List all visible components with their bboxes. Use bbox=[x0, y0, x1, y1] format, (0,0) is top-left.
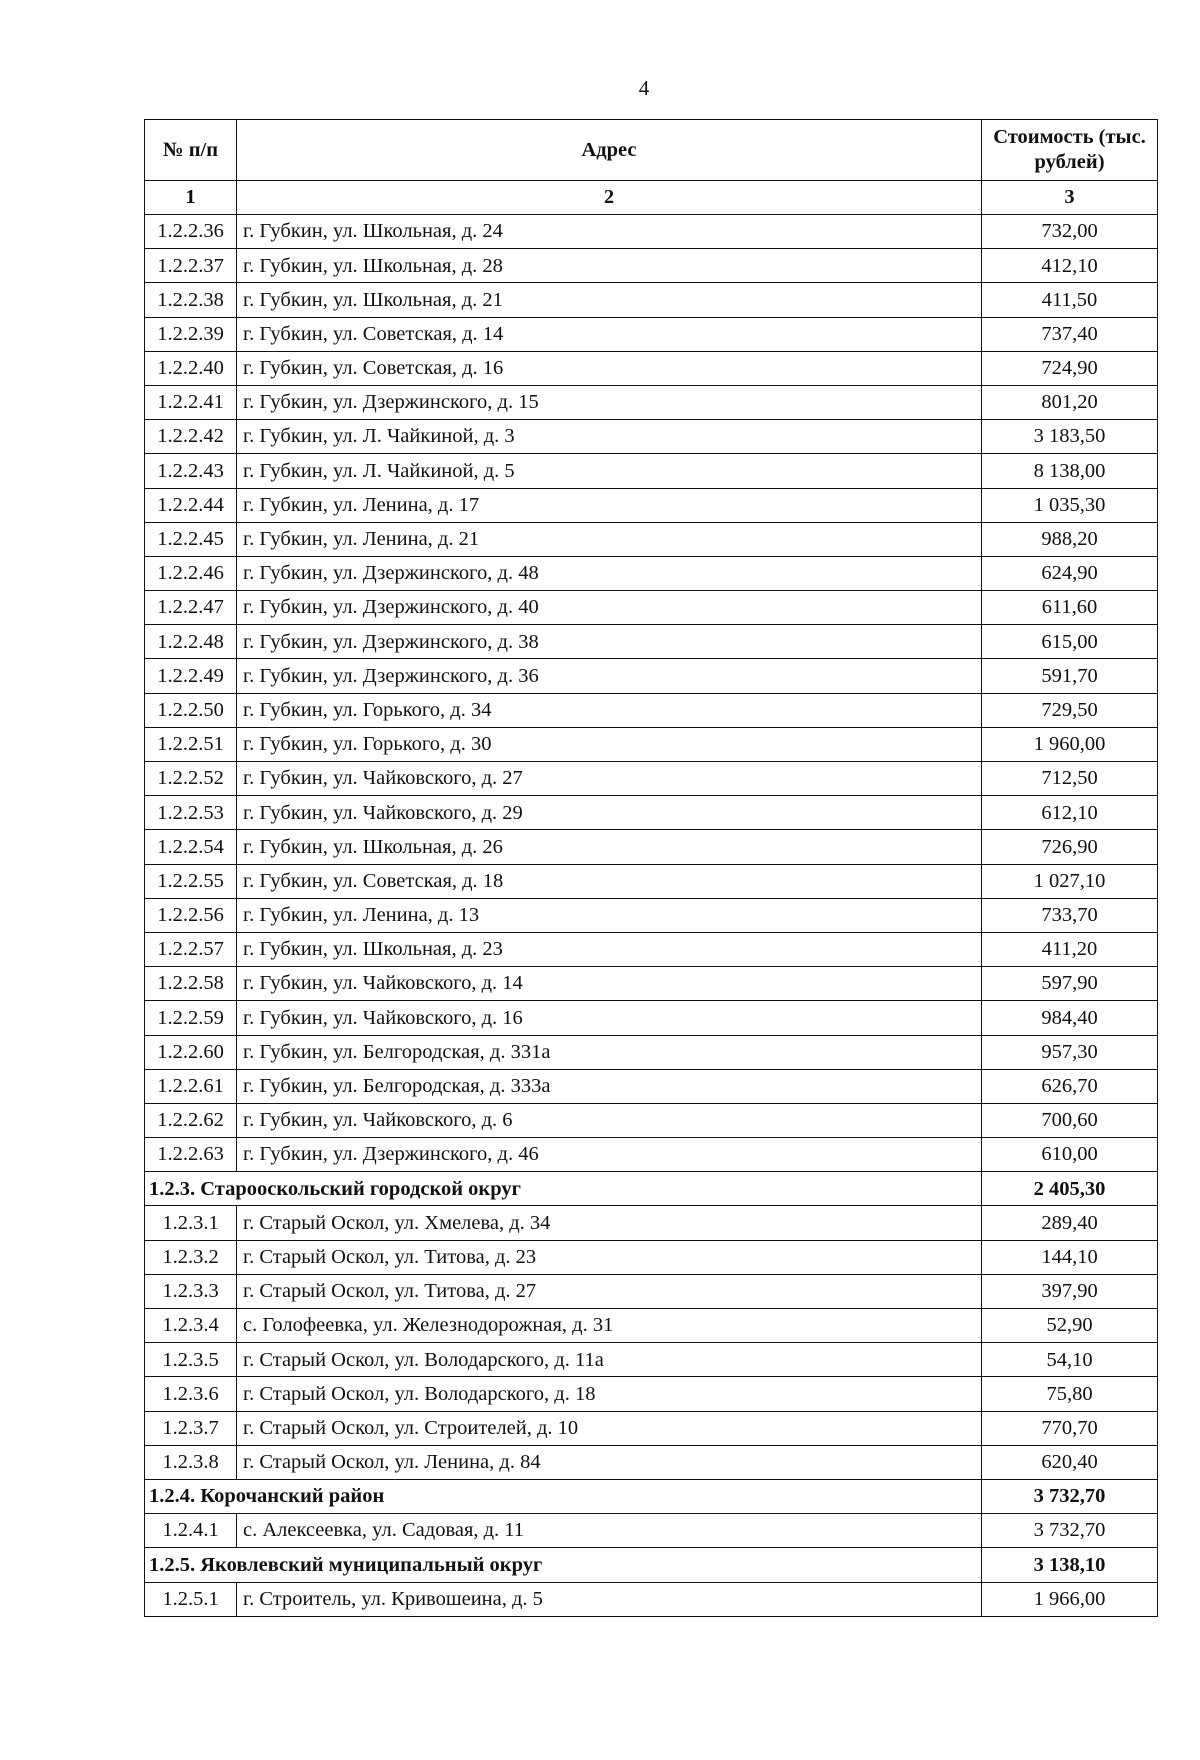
row-number: 1.2.2.51 bbox=[145, 727, 237, 761]
table-row bbox=[145, 830, 1158, 864]
header-address bbox=[237, 120, 982, 181]
row-number: 1.2.3.7 bbox=[145, 1411, 237, 1445]
section-row bbox=[145, 1479, 1158, 1513]
row-cost: 144,10 bbox=[982, 1240, 1158, 1274]
row-address: г. Губкин, ул. Горького, д. 30 bbox=[237, 727, 982, 761]
table-row bbox=[145, 796, 1158, 830]
row-address: г. Губкин, ул. Школьная, д. 23 bbox=[237, 932, 982, 966]
row-address: г. Губкин, ул. Чайковского, д. 29 bbox=[237, 796, 982, 830]
row-address: с. Голофеевка, ул. Железнодорожная, д. 31 bbox=[237, 1309, 982, 1343]
header-num bbox=[145, 120, 237, 181]
row-number: 1.2.2.47 bbox=[145, 591, 237, 625]
row-number: 1.2.2.39 bbox=[145, 317, 237, 351]
row-number: 1.2.3.2 bbox=[145, 1240, 237, 1274]
page-number: 4 bbox=[638, 76, 650, 100]
table-row bbox=[145, 967, 1158, 1001]
row-address: г. Старый Оскол, ул. Титова, д. 23 bbox=[237, 1240, 982, 1274]
row-cost: 1 960,00 bbox=[982, 727, 1158, 761]
row-number: 1.2.3.4 bbox=[145, 1309, 237, 1343]
row-cost: 412,10 bbox=[982, 249, 1158, 283]
table-row bbox=[145, 454, 1158, 488]
row-address: г. Старый Оскол, ул. Володарского, д. 11а bbox=[237, 1343, 982, 1377]
row-address: г. Губкин, ул. Школьная, д. 28 bbox=[237, 249, 982, 283]
row-cost: 726,90 bbox=[982, 830, 1158, 864]
table-row bbox=[145, 1411, 1158, 1445]
row-address: г. Губкин, ул. Белгородская, д. 331а bbox=[237, 1035, 982, 1069]
row-number: 1.2.2.43 bbox=[145, 454, 237, 488]
table-row bbox=[145, 556, 1158, 590]
row-number: 1.2.2.52 bbox=[145, 762, 237, 796]
row-number: 1.2.2.62 bbox=[145, 1103, 237, 1137]
row-cost: 733,70 bbox=[982, 898, 1158, 932]
table-row bbox=[145, 1103, 1158, 1137]
row-cost: 8 138,00 bbox=[982, 454, 1158, 488]
header-cost bbox=[982, 120, 1158, 181]
row-address: г. Губкин, ул. Школьная, д. 21 bbox=[237, 283, 982, 317]
row-number: 1.2.3.6 bbox=[145, 1377, 237, 1411]
row-address: г. Губкин, ул. Л. Чайкиной, д. 3 bbox=[237, 420, 982, 454]
row-address: г. Губкин, ул. Советская, д. 18 bbox=[237, 864, 982, 898]
section-cost: 3 138,10 bbox=[982, 1548, 1158, 1582]
row-cost: 591,70 bbox=[982, 659, 1158, 693]
row-address: г. Старый Оскол, ул. Хмелева, д. 34 bbox=[237, 1206, 982, 1240]
row-cost: 1 966,00 bbox=[982, 1582, 1158, 1616]
row-number: 1.2.2.48 bbox=[145, 625, 237, 659]
table-row bbox=[145, 591, 1158, 625]
column-number: 3 bbox=[982, 181, 1158, 215]
row-number: 1.2.2.50 bbox=[145, 693, 237, 727]
section-row bbox=[145, 1548, 1158, 1582]
row-cost: 724,90 bbox=[982, 351, 1158, 385]
row-address: г. Губкин, ул. Школьная, д. 24 bbox=[237, 215, 982, 249]
row-address: г. Губкин, ул. Горького, д. 34 bbox=[237, 693, 982, 727]
row-cost: 1 027,10 bbox=[982, 864, 1158, 898]
table-row bbox=[145, 1240, 1158, 1274]
row-address: г. Губкин, ул. Дзержинского, д. 46 bbox=[237, 1138, 982, 1172]
row-cost: 612,10 bbox=[982, 796, 1158, 830]
table-row bbox=[145, 1582, 1158, 1616]
table-row bbox=[145, 249, 1158, 283]
row-cost: 957,30 bbox=[982, 1035, 1158, 1069]
row-number: 1.2.3.5 bbox=[145, 1343, 237, 1377]
row-number: 1.2.2.58 bbox=[145, 967, 237, 1001]
table-body bbox=[145, 215, 1158, 1617]
row-address: г. Губкин, ул. Ленина, д. 13 bbox=[237, 898, 982, 932]
row-address: г. Губкин, ул. Советская, д. 16 bbox=[237, 351, 982, 385]
row-number: 1.2.2.55 bbox=[145, 864, 237, 898]
row-address: г. Губкин, ул. Дзержинского, д. 38 bbox=[237, 625, 982, 659]
row-number: 1.2.2.53 bbox=[145, 796, 237, 830]
header-address-label: Адрес bbox=[581, 138, 637, 161]
table-row bbox=[145, 1514, 1158, 1548]
column-number-row bbox=[145, 181, 1158, 215]
row-address: г. Губкин, ул. Дзержинского, д. 48 bbox=[237, 556, 982, 590]
row-number: 1.2.2.59 bbox=[145, 1001, 237, 1035]
row-address: г. Губкин, ул. Дзержинского, д. 36 bbox=[237, 659, 982, 693]
section-row bbox=[145, 1172, 1158, 1206]
row-address: г. Старый Оскол, ул. Ленина, д. 84 bbox=[237, 1445, 982, 1479]
row-cost: 411,50 bbox=[982, 283, 1158, 317]
row-address: г. Старый Оскол, ул. Титова, д. 27 bbox=[237, 1274, 982, 1308]
cost-table bbox=[144, 119, 1158, 1617]
row-cost: 626,70 bbox=[982, 1069, 1158, 1103]
row-cost: 984,40 bbox=[982, 1001, 1158, 1035]
table-row bbox=[145, 625, 1158, 659]
table-row bbox=[145, 932, 1158, 966]
column-number: 2 bbox=[237, 181, 982, 215]
table-row bbox=[145, 522, 1158, 556]
row-number: 1.2.3.1 bbox=[145, 1206, 237, 1240]
table-row bbox=[145, 1309, 1158, 1343]
row-number: 1.2.2.38 bbox=[145, 283, 237, 317]
table-row bbox=[145, 385, 1158, 419]
table-row bbox=[145, 693, 1158, 727]
row-number: 1.2.2.61 bbox=[145, 1069, 237, 1103]
table-row bbox=[145, 488, 1158, 522]
row-cost: 615,00 bbox=[982, 625, 1158, 659]
row-number: 1.2.2.40 bbox=[145, 351, 237, 385]
table-row bbox=[145, 659, 1158, 693]
row-cost: 54,10 bbox=[982, 1343, 1158, 1377]
row-address: г. Губкин, ул. Школьная, д. 26 bbox=[237, 830, 982, 864]
table-header-row bbox=[145, 120, 1158, 181]
row-cost: 610,00 bbox=[982, 1138, 1158, 1172]
section-name: 1.2.4. Корочанский район bbox=[145, 1479, 982, 1513]
column-number: 1 bbox=[145, 181, 237, 215]
row-number: 1.2.3.3 bbox=[145, 1274, 237, 1308]
row-number: 1.2.2.41 bbox=[145, 385, 237, 419]
row-cost: 75,80 bbox=[982, 1377, 1158, 1411]
row-number: 1.2.2.45 bbox=[145, 522, 237, 556]
row-cost: 988,20 bbox=[982, 522, 1158, 556]
row-number: 1.2.3.8 bbox=[145, 1445, 237, 1479]
row-cost: 397,90 bbox=[982, 1274, 1158, 1308]
table-row bbox=[145, 283, 1158, 317]
row-cost: 411,20 bbox=[982, 932, 1158, 966]
row-number: 1.2.2.42 bbox=[145, 420, 237, 454]
table-row bbox=[145, 864, 1158, 898]
row-cost: 712,50 bbox=[982, 762, 1158, 796]
row-address: г. Губкин, ул. Чайковского, д. 27 bbox=[237, 762, 982, 796]
row-address: г. Губкин, ул. Советская, д. 14 bbox=[237, 317, 982, 351]
table-row bbox=[145, 351, 1158, 385]
row-cost: 737,40 bbox=[982, 317, 1158, 351]
table-row bbox=[145, 317, 1158, 351]
row-number: 1.2.2.36 bbox=[145, 215, 237, 249]
row-number: 1.2.2.54 bbox=[145, 830, 237, 864]
table-row bbox=[145, 727, 1158, 761]
row-cost: 1 035,30 bbox=[982, 488, 1158, 522]
row-number: 1.2.5.1 bbox=[145, 1582, 237, 1616]
table-row bbox=[145, 1001, 1158, 1035]
row-cost: 770,70 bbox=[982, 1411, 1158, 1445]
row-cost: 624,90 bbox=[982, 556, 1158, 590]
row-address: г. Губкин, ул. Л. Чайкиной, д. 5 bbox=[237, 454, 982, 488]
row-address: г. Старый Оскол, ул. Володарского, д. 18 bbox=[237, 1377, 982, 1411]
table-row bbox=[145, 1274, 1158, 1308]
table-row bbox=[145, 215, 1158, 249]
table-row bbox=[145, 1138, 1158, 1172]
row-address: г. Губкин, ул. Чайковского, д. 14 bbox=[237, 967, 982, 1001]
row-address: г. Старый Оскол, ул. Строителей, д. 10 bbox=[237, 1411, 982, 1445]
table-row bbox=[145, 1343, 1158, 1377]
table-row bbox=[145, 1206, 1158, 1240]
row-address: г. Губкин, ул. Дзержинского, д. 15 bbox=[237, 385, 982, 419]
header-cost-label: Стоимость (тыс. рублей) bbox=[993, 126, 1146, 173]
row-number: 1.2.2.37 bbox=[145, 249, 237, 283]
row-address: г. Губкин, ул. Ленина, д. 21 bbox=[237, 522, 982, 556]
row-number: 1.2.2.57 bbox=[145, 932, 237, 966]
row-address: г. Губкин, ул. Чайковского, д. 16 bbox=[237, 1001, 982, 1035]
table-row bbox=[145, 1445, 1158, 1479]
row-number: 1.2.4.1 bbox=[145, 1514, 237, 1548]
table-row bbox=[145, 1035, 1158, 1069]
row-address: с. Алексеевка, ул. Садовая, д. 11 bbox=[237, 1514, 982, 1548]
row-cost: 289,40 bbox=[982, 1206, 1158, 1240]
table-row bbox=[145, 898, 1158, 932]
row-cost: 729,50 bbox=[982, 693, 1158, 727]
table-row bbox=[145, 420, 1158, 454]
row-cost: 620,40 bbox=[982, 1445, 1158, 1479]
row-address: г. Губкин, ул. Ленина, д. 17 bbox=[237, 488, 982, 522]
row-cost: 801,20 bbox=[982, 385, 1158, 419]
section-name: 1.2.3. Старооскольский городской округ bbox=[145, 1172, 982, 1206]
row-address: г. Губкин, ул. Белгородская, д. 333а bbox=[237, 1069, 982, 1103]
section-cost: 2 405,30 bbox=[982, 1172, 1158, 1206]
section-name: 1.2.5. Яковлевский муниципальный округ bbox=[145, 1548, 982, 1582]
header-num-label: № п/п bbox=[162, 138, 219, 161]
row-cost: 3 732,70 bbox=[982, 1514, 1158, 1548]
section-cost: 3 732,70 bbox=[982, 1479, 1158, 1513]
row-number: 1.2.2.63 bbox=[145, 1138, 237, 1172]
row-cost: 732,00 bbox=[982, 215, 1158, 249]
row-number: 1.2.2.56 bbox=[145, 898, 237, 932]
row-cost: 597,90 bbox=[982, 967, 1158, 1001]
row-number: 1.2.2.44 bbox=[145, 488, 237, 522]
row-number: 1.2.2.46 bbox=[145, 556, 237, 590]
table-row bbox=[145, 1069, 1158, 1103]
row-cost: 700,60 bbox=[982, 1103, 1158, 1137]
row-cost: 611,60 bbox=[982, 591, 1158, 625]
row-cost: 52,90 bbox=[982, 1309, 1158, 1343]
row-address: г. Губкин, ул. Дзержинского, д. 40 bbox=[237, 591, 982, 625]
row-number: 1.2.2.49 bbox=[145, 659, 237, 693]
row-address: г. Губкин, ул. Чайковского, д. 6 bbox=[237, 1103, 982, 1137]
table-row bbox=[145, 1377, 1158, 1411]
row-address: г. Строитель, ул. Кривошеина, д. 5 bbox=[237, 1582, 982, 1616]
row-cost: 3 183,50 bbox=[982, 420, 1158, 454]
table-row bbox=[145, 762, 1158, 796]
row-number: 1.2.2.60 bbox=[145, 1035, 237, 1069]
